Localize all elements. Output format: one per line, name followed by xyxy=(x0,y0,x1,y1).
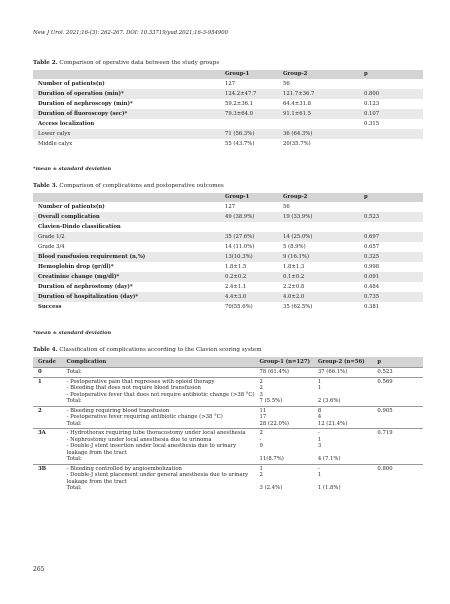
table-row xyxy=(33,119,423,129)
table-row xyxy=(33,232,423,242)
cell-line: - xyxy=(259,436,262,443)
column-header: Group-2 xyxy=(278,193,359,202)
cell-line: 9 xyxy=(259,443,263,449)
column-header: p xyxy=(359,70,423,79)
g2-cell xyxy=(313,406,373,429)
table-row xyxy=(33,79,423,89)
table-cell: Overall complication xyxy=(33,212,220,222)
table-cell: 0.484 xyxy=(364,284,380,290)
table-header-row xyxy=(33,357,423,368)
table-cell: Creatinine change (mg/dl)* xyxy=(33,272,220,282)
table-cell: 35 (62.5%) xyxy=(283,304,313,310)
table-cell: 64.4±31.8 xyxy=(283,101,312,107)
table-cell: 0.998 xyxy=(364,264,380,270)
column-header: p xyxy=(372,357,423,368)
table-cell: 71 (56.3%) xyxy=(220,129,278,139)
complication-cell xyxy=(62,377,255,406)
table-row xyxy=(33,429,423,465)
table-row xyxy=(33,368,423,378)
table-cell: 56 xyxy=(283,204,290,210)
table-cell: 35 (27.6%) xyxy=(220,232,278,242)
cell-line: 1 xyxy=(259,465,263,472)
cell-line: Total: xyxy=(66,398,82,404)
table-row xyxy=(33,464,423,493)
grade-cell: 0 xyxy=(33,368,62,378)
table3-caption xyxy=(33,183,224,189)
table2-caption-label: Table 2. xyxy=(33,60,58,66)
table-cell: 0.325 xyxy=(359,252,423,262)
g1-cell xyxy=(255,406,313,429)
table-row xyxy=(33,202,423,212)
grade-cell: 3B xyxy=(33,464,62,493)
cell-line: - xyxy=(317,465,320,472)
cell-line: Total: xyxy=(66,456,82,462)
complication-cell xyxy=(62,464,255,493)
table-row xyxy=(33,222,423,232)
table-row xyxy=(33,292,423,302)
column-header: Grade xyxy=(33,357,62,368)
table-cell: 70(55.6%) xyxy=(225,304,253,310)
table-cell: 13(10.3%) xyxy=(220,252,278,262)
table-cell: 0.123 xyxy=(364,101,380,107)
g1-cell xyxy=(255,429,313,465)
p-value-cell: 0.719 xyxy=(372,429,423,465)
table-cell xyxy=(359,202,423,212)
cell-line: - Nephrostomy under local anesthesia due to urinoma xyxy=(66,436,212,443)
cell-line: Total: xyxy=(66,485,82,491)
cell-line: 12 (21.4%) xyxy=(317,420,348,427)
table-cell xyxy=(278,119,359,129)
table-row xyxy=(33,129,423,139)
table-cell xyxy=(220,222,278,232)
cell-line: 3 xyxy=(259,391,263,398)
table-cell: 124.2±47.7 xyxy=(220,89,278,99)
table-cell: 14 (25.0%) xyxy=(278,232,359,242)
cell-line: leakage from the tract xyxy=(66,478,127,485)
table-cell: 0.1±0.2 xyxy=(278,272,359,282)
cell-line: 28 (22.0%) xyxy=(259,420,289,427)
table4 xyxy=(33,357,423,493)
table-cell: Hemoglobin drop (gr/dl)* xyxy=(38,264,114,270)
table-cell: 19 (33.9%) xyxy=(278,212,359,222)
g1-cell xyxy=(255,464,313,493)
table-row xyxy=(33,282,423,292)
table-cell: 20(35.7%) xyxy=(283,141,311,147)
page-number: 265 xyxy=(33,566,45,573)
table-cell: 0.735 xyxy=(359,292,423,302)
cell-line: 1 xyxy=(317,378,322,385)
table-cell: 0.657 xyxy=(364,244,380,250)
table-cell: 0.523 xyxy=(359,212,423,222)
table-cell: Duration of nephrostomy (day)* xyxy=(38,284,133,290)
table-cell: 9 (16.1%) xyxy=(278,252,359,262)
table-cell: 1.8±1.5 xyxy=(225,264,247,270)
cell-line: 2 xyxy=(259,430,263,436)
cell-line: Total: xyxy=(66,420,82,427)
column-header xyxy=(33,70,220,79)
table-cell: 0.697 xyxy=(359,232,423,242)
table-row xyxy=(33,252,423,262)
p-value-cell: 0.905 xyxy=(372,406,423,429)
table-cell: 56 xyxy=(283,81,290,87)
table-cell: 1.8±1.3 xyxy=(283,264,305,270)
column-header: p xyxy=(359,193,423,202)
cell-line: - Double-J stent insertion under local anesthesia due to urinary xyxy=(66,443,237,449)
cell-line: 2 xyxy=(259,385,263,391)
cell-line: 4 xyxy=(317,414,322,420)
grade-cell: 2 xyxy=(33,406,62,429)
table-cell: 2.2±0.8 xyxy=(283,284,305,290)
table-row xyxy=(33,377,423,406)
table-cell: 127 xyxy=(225,204,236,210)
table-cell: Clavien-Dindo classification xyxy=(38,224,121,230)
table-cell: 4.4±3.0 xyxy=(220,292,278,302)
table-cell: 0.381 xyxy=(364,304,380,310)
table4-caption-label: Table 4. xyxy=(33,347,58,353)
complication-cell xyxy=(62,368,255,378)
grade-cell: 3A xyxy=(33,429,62,465)
cell-line: - Bleeding that does not require blood transfusion xyxy=(66,385,201,391)
cell-line: - Bleeding controlled by angioembolization xyxy=(66,465,182,472)
cell-line: 1 xyxy=(317,385,322,391)
cell-line: 3 xyxy=(317,443,322,449)
table-cell: 4.0±2.0 xyxy=(278,292,359,302)
table-cell: 91.1±61.5 xyxy=(278,109,359,119)
cell-line: 11(8.7%) xyxy=(259,456,284,462)
table-cell: Duration of hospitalization (day)* xyxy=(33,292,220,302)
column-header: Group-2 xyxy=(278,70,359,79)
table-row xyxy=(33,139,423,149)
table-row xyxy=(33,89,423,99)
cell-line: leakage from the tract xyxy=(66,449,127,456)
table-row xyxy=(33,212,423,222)
table-row xyxy=(33,109,423,119)
cell-line: - Bleeding requiring blood transfusion xyxy=(66,407,170,414)
table-cell xyxy=(359,79,423,89)
cell-line: 1 (1.8%) xyxy=(317,485,341,491)
table-cell: Grade 3/4 xyxy=(38,244,65,250)
cell-line: - xyxy=(317,430,320,436)
cell-line: - Hydrothorax requiring tube thoracostomy under local anesthesia xyxy=(66,430,246,436)
table3-caption-label: Table 3. xyxy=(33,183,58,189)
cell-line: 37 (66.1%) xyxy=(317,369,348,375)
table-cell: Number of patients(n) xyxy=(38,81,105,87)
table-cell: Success xyxy=(38,304,62,310)
g1-cell xyxy=(255,368,313,378)
table-row xyxy=(33,406,423,429)
table-cell: 0.315 xyxy=(364,121,380,127)
table-cell: 59.2±36.1 xyxy=(225,101,254,107)
cell-line: 4 (7.1%) xyxy=(317,456,341,462)
table-cell xyxy=(278,222,359,232)
table-row xyxy=(33,302,423,312)
table-cell: 127 xyxy=(225,81,236,87)
column-header: Group-1 (n=127) xyxy=(255,357,313,368)
table-cell: Number of patients(n) xyxy=(38,204,105,210)
complication-cell xyxy=(62,429,255,465)
table-cell: 0.800 xyxy=(359,89,423,99)
cell-line: - Postoperative fever that does not require antibiotic change (>38 °C) xyxy=(66,391,255,398)
table4-caption-text: Classification of complications according to the Clavien scoring system xyxy=(57,347,262,353)
column-header: Group-1 xyxy=(220,70,278,79)
table2-caption xyxy=(33,60,219,66)
table-cell: 36 (64.3%) xyxy=(278,129,359,139)
table-cell: Duration of nephroscopy (min)* xyxy=(38,101,133,107)
column-header: Group-1 xyxy=(220,193,278,202)
g2-cell xyxy=(313,368,373,378)
complication-cell xyxy=(62,406,255,429)
cell-line: - Double-J stent placement under general anesthesia due to urinary xyxy=(66,472,249,478)
table2 xyxy=(33,70,423,149)
cell-line: 11 xyxy=(259,407,267,414)
table-cell: 79.3±64.0 xyxy=(220,109,278,119)
table-cell: Duration of fluoroscopy (sec)* xyxy=(33,109,220,119)
table2-caption-text: Comparison of operative data between the study groups xyxy=(57,60,220,66)
table-row xyxy=(33,272,423,282)
g2-cell xyxy=(313,464,373,493)
g1-cell xyxy=(255,377,313,406)
table-cell: 0.091 xyxy=(359,272,423,282)
table3-caption-text: Comparison of complications and postoperative outcomes xyxy=(57,183,224,189)
g2-cell xyxy=(313,377,373,406)
table-cell: 0.2±0.2 xyxy=(220,272,278,282)
cell-line: 17 xyxy=(259,414,267,420)
table-header-row xyxy=(33,193,423,202)
cell-line: 8 xyxy=(317,407,322,414)
table-cell: 14 (11.0%) xyxy=(225,244,255,250)
table-cell: Duration of operation (min)* xyxy=(33,89,220,99)
cell-line: - Postoperative pain that regresses with opioid therapy xyxy=(66,378,215,385)
table-cell: 49 (38.9%) xyxy=(220,212,278,222)
cell-line: Total: xyxy=(66,369,82,375)
table-header-row xyxy=(33,70,423,79)
cell-line: 1 xyxy=(317,436,322,443)
table3 xyxy=(33,193,423,312)
table-cell xyxy=(220,119,278,129)
column-header: Group-2 (n=56) xyxy=(313,357,373,368)
cell-line: 3 (2.4%) xyxy=(259,485,283,491)
cell-line: 2 (3.6%) xyxy=(317,398,341,404)
table-cell: Lower calyx xyxy=(33,129,220,139)
table-cell xyxy=(359,222,423,232)
table-cell xyxy=(359,139,423,149)
cell-line: - Postoperative fever requiring antibiotic change (>38 °C) xyxy=(66,414,223,420)
table4-caption xyxy=(33,347,262,353)
cell-line: 1 xyxy=(317,472,322,478)
table-cell xyxy=(359,129,423,139)
table-cell: 0.107 xyxy=(359,109,423,119)
p-value-cell: 0.523 xyxy=(372,368,423,378)
table-cell: 121.7±36.7 xyxy=(278,89,359,99)
p-value-cell: 0.569 xyxy=(372,377,423,406)
table-row xyxy=(33,99,423,109)
table-cell: 5 (8.9%) xyxy=(283,244,306,250)
p-value-cell: 0.800 xyxy=(372,464,423,493)
cell-line: 2 xyxy=(259,472,263,478)
table-cell: 55 (43.7%) xyxy=(225,141,255,147)
table-cell: 2.4±1.1 xyxy=(225,284,247,290)
grade-cell: 1 xyxy=(33,377,62,406)
running-head: New J Urol. 2021;16-(3): 262-267. DOI: 10.33719/yud.2021;16-3-954900 xyxy=(33,30,229,36)
table-row xyxy=(33,242,423,252)
table2-footnote: *mean ± standard deviation xyxy=(33,166,112,172)
column-header xyxy=(33,193,220,202)
table3-footnote: *mean ± standard deviation xyxy=(33,330,112,336)
table-cell: Middle calyx xyxy=(38,141,73,147)
cell-line: 7 (5.5%) xyxy=(259,398,283,404)
column-header: Complication xyxy=(62,357,255,368)
table-cell: Blood ransfusion requirement (n,%) xyxy=(33,252,220,262)
cell-line: 2 xyxy=(259,378,263,385)
table-cell: Access localization xyxy=(38,121,95,127)
table-cell: Grade 1/2 xyxy=(33,232,220,242)
g2-cell xyxy=(313,429,373,465)
table-row xyxy=(33,262,423,272)
cell-line: 78 (61.4%) xyxy=(259,369,289,375)
